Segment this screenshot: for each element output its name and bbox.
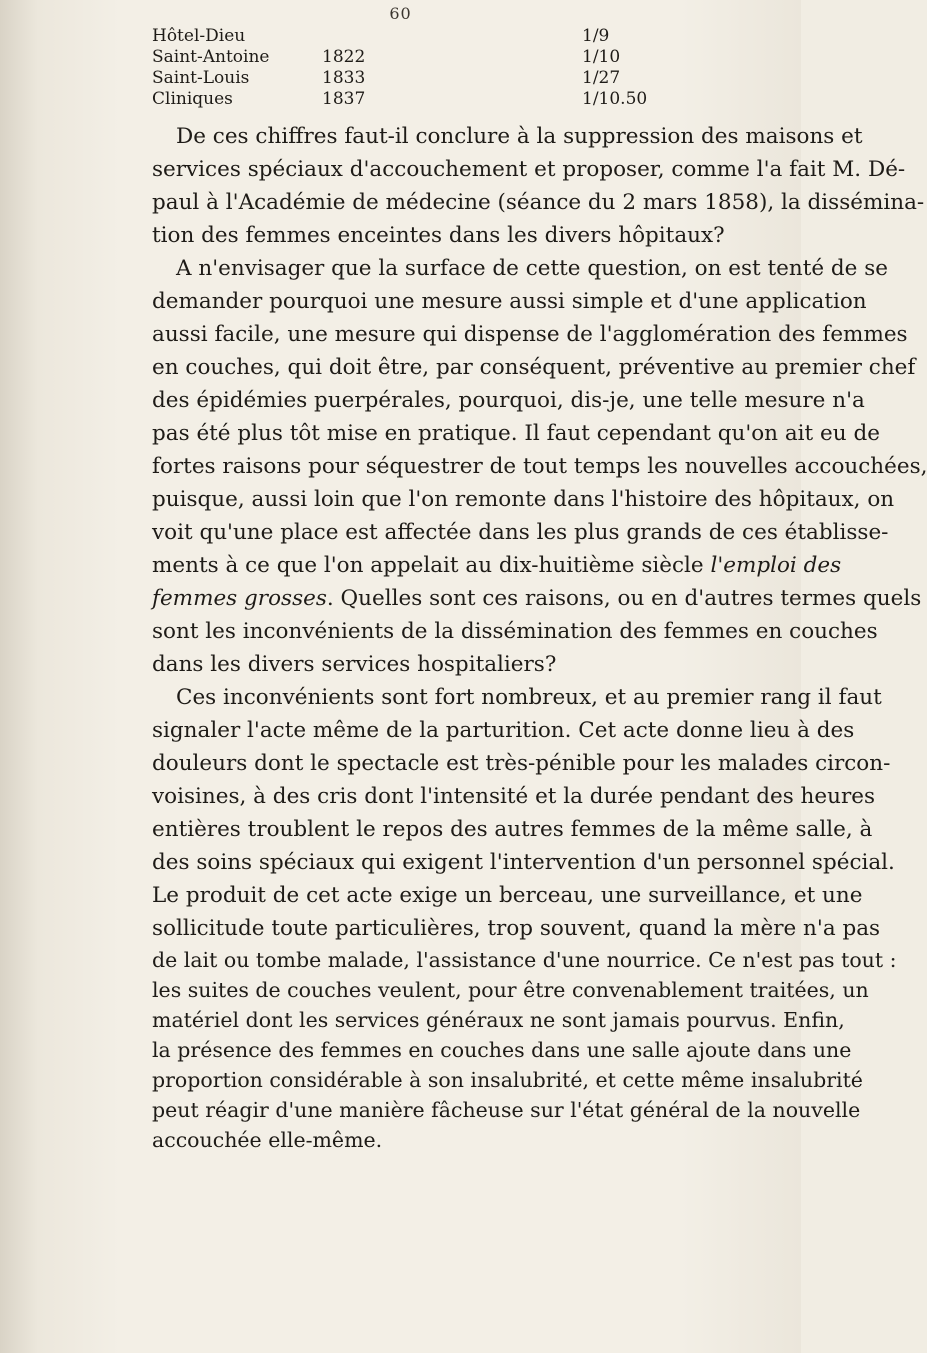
text-line: demander pourquoi une mesure aussi simple et d'une application (152, 289, 867, 314)
stat-value: 1/27 (582, 68, 621, 88)
text-line: A n'envisager que la surface de cette question, on est tenté de se (176, 256, 888, 281)
stat-label: Hôtel-Dieu (152, 26, 246, 46)
stat-ratio (432, 47, 582, 68)
text-line (152, 549, 842, 582)
stat-value: 1/9 (582, 26, 610, 46)
text-line: proportion considérable à son insalubrité, et cette même insalubrité (152, 1068, 863, 1092)
text-line (152, 582, 922, 615)
stat-value: 1/10 (582, 47, 621, 67)
stat-row (152, 89, 698, 110)
text-line: entières troublent le repos des autres femmes de la même salle, à (152, 817, 873, 842)
text-line: tion des femmes enceintes dans les divers hôpitaux? (152, 223, 725, 248)
stat-year (322, 26, 432, 47)
text-line: pas été plus tôt mise en pratique. Il faut cependant qu'on ait eu de (152, 421, 880, 446)
page-content (152, 24, 927, 1155)
text-line: Le produit de cet acte exige un berceau, une surveillance, et une (152, 883, 863, 908)
text-line: en couches, qui doit être, par conséquent, préventive au premier chef (152, 355, 916, 380)
text-line: signaler l'acte même de la parturition. Cet acte donne lieu à des (152, 718, 855, 743)
text-line: voit qu'une place est affectée dans les plus grands de ces établisse- (152, 520, 889, 545)
paragraph (152, 252, 927, 681)
text-line: les suites de couches veulent, pour être convenablement traitées, un (152, 978, 869, 1002)
stat-label: Saint-Antoine (152, 47, 270, 67)
stat-year: 1822 (322, 47, 366, 67)
text-run: . Quelles sont ces raisons, ou en d'autres termes quels (326, 586, 922, 611)
text-line: paul à l'Académie de médecine (séance du 2 mars 1858), la dissémina- (152, 190, 925, 215)
stat-value: 1/10.50 (582, 89, 648, 109)
text-line: fortes raisons pour séquestrer de tout temps les nouvelles accouchées, (152, 454, 927, 479)
text-line: dans les divers services hospitaliers? (152, 652, 557, 677)
text-line: de lait ou tombe malade, l'assistance d'une nourrice. Ce n'est pas tout : (152, 948, 897, 972)
italic-text: femmes grosses (152, 586, 327, 611)
text-line: des épidémies puerpérales, pourquoi, dis-je, une telle mesure n'a (152, 388, 865, 413)
stat-ratio (432, 89, 582, 110)
stat-year: 1837 (322, 89, 366, 109)
stat-ratio (432, 68, 582, 89)
text-line: services spéciaux d'accouchement et proposer, comme l'a fait M. Dé- (152, 157, 906, 182)
text-line: puisque, aussi loin que l'on remonte dans l'histoire des hôpitaux, on (152, 487, 895, 512)
text-line: la présence des femmes en couches dans une salle ajoute dans une (152, 1038, 852, 1062)
text-line: peut réagir d'une manière fâcheuse sur l'état général de la nouvelle (152, 1098, 861, 1122)
text-line: Ces inconvénients sont fort nombreux, et au premier rang il faut (176, 685, 882, 710)
stat-label: Cliniques (152, 89, 233, 109)
text-line: sont les inconvénients de la dissémination des femmes en couches (152, 619, 878, 644)
paragraph (152, 120, 925, 252)
text-line: matériel dont les services généraux ne sont jamais pourvus. Enfin, (152, 1008, 845, 1032)
text-line: De ces chiffres faut-il conclure à la suppression des maisons et (176, 124, 863, 149)
text-line: des soins spéciaux qui exigent l'intervention d'un personnel spécial. (152, 850, 895, 875)
paragraph-continued (152, 945, 897, 1155)
stat-year: 1833 (322, 68, 366, 88)
text-run: ments à ce que l'on appelait au dix-huitième siècle (152, 553, 711, 578)
header-stats-table (152, 26, 698, 110)
stat-row (152, 26, 698, 47)
page-number: 60 (389, 4, 412, 23)
stat-ratio (432, 26, 582, 47)
italic-text: l'emploi des (710, 553, 842, 578)
stat-row (152, 68, 698, 89)
text-line: douleurs dont le spectacle est très-pénible pour les malades circon- (152, 751, 891, 776)
stat-label: Saint-Louis (152, 68, 250, 88)
text-line: voisines, à des cris dont l'intensité et la durée pendant des heures (152, 784, 876, 809)
stat-row (152, 47, 698, 68)
text-line: sollicitude toute particulières, trop souvent, quand la mère n'a pas (152, 916, 881, 941)
paragraph (152, 681, 895, 945)
text-line: accouchée elle-même. (152, 1128, 383, 1152)
text-line: aussi facile, une mesure qui dispense de l'agglomération des femmes (152, 322, 908, 347)
